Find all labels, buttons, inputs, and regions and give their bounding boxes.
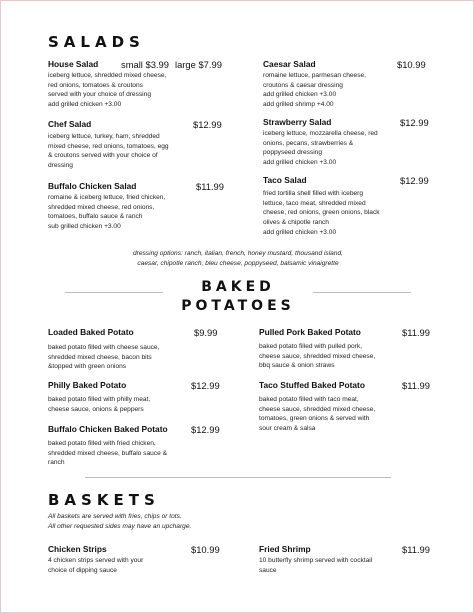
divider-right bbox=[313, 292, 411, 293]
item-name: Taco Salad bbox=[263, 175, 307, 185]
item-name: Taco Stuffed Baked Potato bbox=[259, 380, 365, 390]
item-price: $10.99 bbox=[397, 59, 426, 70]
item-name: Pulled Pork Baked Potato bbox=[259, 327, 361, 337]
item-description: romaine & iceberg lettuce, fried chicken, shredded mixed cheese, red onions, tomatoes, buffalo sauce & ranch sub grilled chicken +3.00 bbox=[48, 194, 166, 231]
item-price: $12.99 bbox=[191, 424, 220, 435]
item-description: 4 chicken strips served with your choice of dipping sauce bbox=[48, 557, 144, 574]
item-description: baked potato filled with philly meat, cheese sauce, onions & peppers bbox=[48, 396, 151, 413]
item-price: $11.99 bbox=[402, 327, 430, 338]
item-price-large: large $7.99 bbox=[175, 59, 222, 70]
menu-item-chef-salad bbox=[48, 119, 228, 173]
potatoes-heading: POTATOES bbox=[181, 298, 295, 314]
item-price: $12.99 bbox=[400, 175, 429, 186]
menu-item-strawberry-salad bbox=[263, 117, 433, 171]
menu-item-philly-baked-potato bbox=[48, 380, 223, 414]
item-price: $11.99 bbox=[402, 380, 430, 391]
item-description: iceberg lettuce, shredded mixed cheese, red onions, tomatoes & croutons served with your choice of dressing add grilled chicken +3.00 bbox=[48, 72, 167, 109]
menu-item-taco-stuffed-baked-potato bbox=[259, 380, 431, 436]
item-name: Strawberry Salad bbox=[263, 117, 332, 127]
menu-item-fried-shrimp bbox=[259, 544, 431, 578]
item-name: Buffalo Chicken Baked Potato bbox=[48, 424, 168, 434]
item-description: baked potato filled with pulled pork, cheese sauce, shredded mixed cheese, bbq sauce & onion straws bbox=[259, 343, 376, 370]
item-price: $9.99 bbox=[194, 327, 218, 338]
menu-item-buffalo-chicken-salad bbox=[48, 181, 228, 235]
baskets-heading: BASKETS bbox=[48, 491, 160, 509]
item-name: Loaded Baked Potato bbox=[48, 327, 134, 337]
item-name: Fried Shrimp bbox=[259, 544, 311, 554]
item-name: Chef Salad bbox=[48, 119, 92, 129]
menu-item-pulled-pork-baked-potato bbox=[259, 327, 431, 371]
item-price: $12.99 bbox=[191, 380, 220, 391]
item-description: baked potato filled with fried chicken, shredded mixed cheese, buffalo sauce & ranch bbox=[48, 440, 168, 467]
menu-item-taco-salad bbox=[263, 175, 433, 241]
menu-item-chicken-strips bbox=[48, 544, 223, 578]
baskets-note: All baskets are served with fries, chips or tots. All other requested sides may have an upcharge. bbox=[48, 513, 192, 530]
item-name: Buffalo Chicken Salad bbox=[48, 181, 137, 191]
divider-left bbox=[65, 292, 163, 293]
item-name: House Salad bbox=[48, 59, 99, 69]
item-price: $11.99 bbox=[402, 544, 430, 555]
item-description: baked potato filled with cheese sauce, shredded mixed cheese, bacon bits &topped with green onions bbox=[48, 344, 160, 371]
menu-item-loaded-baked-potato bbox=[48, 327, 223, 371]
item-name: Philly Baked Potato bbox=[48, 380, 127, 390]
dressing-options-note: dressing options: ranch, italian, french, honey mustard, thousand island, caesar, chipotle ranch, bleu cheese, poppyseed, balsamic vinaigrette bbox=[132, 250, 344, 267]
salads-heading: SALADS bbox=[48, 33, 145, 51]
item-description: fried tortilla shell filled with iceberg lettuce, taco meat, shredded mixed cheese, red onions, green onions, black olives & chipotle ranch add grilled chicken +3.00 bbox=[263, 190, 380, 236]
baked-heading: BAKED bbox=[201, 279, 275, 295]
item-description: romaine lettuce, parmesan cheese, croutons & caesar dressing add grilled chicken +3.00 add grilled shrimp +4.00 bbox=[263, 72, 366, 109]
item-price: $12.99 bbox=[193, 119, 222, 130]
item-description: 10 butterfly shrimp served with cocktail sauce bbox=[259, 557, 373, 574]
menu-item-caesar-salad bbox=[263, 59, 428, 113]
item-price: $12.99 bbox=[400, 117, 429, 128]
item-description: iceberg lettuce, mozzarella cheese, red onions, pecans, strawberries & poppyseed dressing add grilled chicken +3.00 bbox=[263, 130, 378, 167]
divider-baskets bbox=[85, 477, 391, 478]
item-description: baked potato filled with taco meat, cheese sauce, shredded mixed cheese, tomatoes, green onions & served with sour cream & salsa bbox=[259, 396, 376, 433]
menu-item-buffalo-chicken-baked-potato bbox=[48, 424, 223, 468]
menu-item-house-salad bbox=[48, 59, 228, 119]
item-description: iceberg lettuce, turkey, ham, shredded mixed cheese, red onions, tomatoes, egg & croutons served with your choice of dressing bbox=[48, 133, 169, 170]
item-price-small: small $3.99 bbox=[121, 59, 169, 70]
item-name: Caesar Salad bbox=[263, 59, 316, 69]
item-price: $10.99 bbox=[191, 544, 220, 555]
item-name: Chicken Strips bbox=[48, 544, 107, 554]
item-price: $11.99 bbox=[196, 181, 224, 192]
